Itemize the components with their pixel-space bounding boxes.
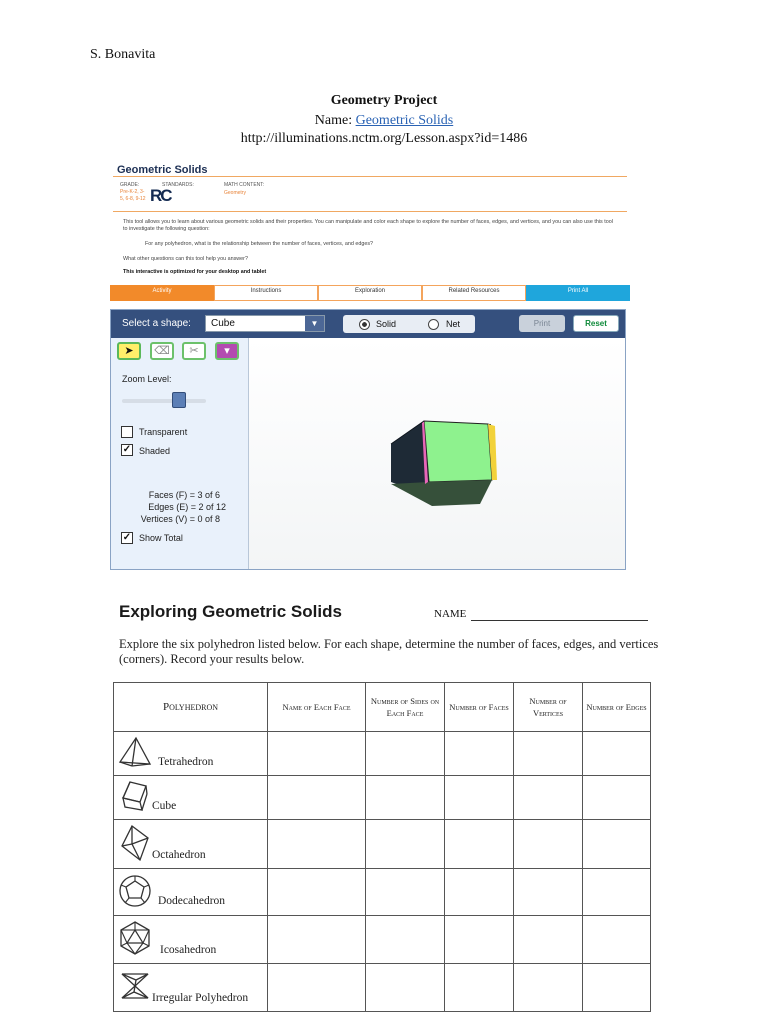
print-button[interactable]: Print [519, 315, 565, 332]
table-cell[interactable] [445, 916, 514, 964]
standards-label: STANDARDS: [162, 182, 194, 188]
transparent-label: Transparent [139, 427, 188, 437]
table-cell[interactable] [445, 964, 514, 1012]
net-radio[interactable] [428, 319, 439, 330]
transparent-checkbox[interactable] [121, 426, 133, 438]
document-title: Geometry Project [330, 93, 438, 108]
tetrahedron-label: Tetrahedron [158, 756, 214, 768]
divider [113, 176, 627, 177]
table-row [114, 964, 651, 1012]
table-cell[interactable] [366, 732, 445, 776]
eraser-icon[interactable]: ⌫ [150, 342, 174, 360]
show-total-checkbox[interactable]: ✓ [122, 532, 132, 543]
name-label: Name: [314, 113, 356, 128]
header-face-name: Name of Each Face [268, 683, 366, 732]
zoom-slider[interactable] [122, 399, 206, 403]
table-cell[interactable] [268, 820, 366, 869]
show-total-label: Show Total [139, 533, 183, 543]
chevron-down-icon[interactable]: ▼ [305, 316, 324, 331]
worksheet-title: Exploring Geometric Solids [119, 602, 342, 621]
math-content-value: Geometry [224, 190, 246, 196]
math-content-label: MATH CONTENT: [224, 182, 265, 188]
tab-activity[interactable]: Activity [110, 285, 214, 301]
table-cell[interactable] [445, 732, 514, 776]
table-header-row [114, 683, 651, 732]
table-cell[interactable] [514, 964, 583, 1012]
faces-count: Faces (F) = 3 of 6 [148, 490, 220, 500]
divider [113, 211, 627, 212]
dodecahedron-icon [118, 873, 152, 909]
lesson-tabs [110, 285, 630, 301]
header-sides-per-face: Number of Sides on Each Face [366, 683, 445, 732]
grade-values: Pre-K-2, 3-5, 6-8, 9-12 [120, 189, 146, 202]
table-cell[interactable] [445, 820, 514, 869]
app-description: This tool allows you to learn about various geometric solids and their properties. You can manipulate and color each shape to explore the number of faces, edges, and vertices, and you can also use this tool to investigate the following question: [123, 219, 613, 232]
header-vertices: Number of Vertices [514, 683, 583, 732]
table-cell[interactable] [514, 776, 583, 820]
table-cell[interactable] [366, 776, 445, 820]
tab-instructions[interactable]: Instructions [214, 285, 318, 301]
arrow-select-icon[interactable]: ➤ [117, 342, 141, 360]
table-cell[interactable] [268, 732, 366, 776]
shape-select[interactable]: Cube [205, 315, 325, 332]
reset-button[interactable]: Reset [573, 315, 619, 332]
table-cell[interactable] [268, 964, 366, 1012]
grade-label: GRADE: [120, 182, 140, 188]
table-cell[interactable] [583, 732, 651, 776]
tab-print-all[interactable]: Print All [526, 285, 630, 301]
color-picker-icon[interactable]: ▾ [215, 342, 239, 360]
table-cell[interactable] [583, 776, 651, 820]
author-name: S. Bonavita [90, 47, 156, 62]
table-cell[interactable] [514, 732, 583, 776]
app-question: For any polyhedron, what is the relationship between the number of faces, vertices, and edges? [145, 241, 374, 247]
table-cell[interactable] [366, 869, 445, 916]
project-name-line [0, 113, 768, 129]
tab-exploration[interactable]: Exploration [318, 285, 422, 301]
table-cell[interactable] [583, 916, 651, 964]
table-row [114, 916, 651, 964]
source-url: http://illuminations.nctm.org/Lesson.aspx?id=1486 [240, 131, 528, 146]
select-shape-label: Select a shape: [122, 318, 191, 329]
app-optimized-note: This interactive is optimized for your desktop and tablet [123, 269, 267, 275]
name-field-line [471, 620, 648, 621]
header-polyhedron: Polyhedron [114, 683, 268, 732]
app-title: Geometric Solids [117, 164, 208, 176]
row-label-octahedron [114, 820, 268, 869]
octahedron-icon [118, 824, 152, 862]
edges-count: Edges (E) = 2 of 12 [148, 502, 226, 512]
row-label-irregular-polyhedron [114, 964, 268, 1012]
table-cell[interactable] [268, 916, 366, 964]
app-prompt: What other questions can this tool help you answer? [123, 256, 248, 262]
table-cell[interactable] [514, 869, 583, 916]
table-cell[interactable] [583, 869, 651, 916]
table-row [114, 820, 651, 869]
table-cell[interactable] [366, 820, 445, 869]
row-label-dodecahedron [114, 869, 268, 916]
table-cell[interactable] [268, 776, 366, 820]
table-cell[interactable] [445, 869, 514, 916]
polyhedron-table [113, 682, 651, 1012]
dodecahedron-label: Dodecahedron [158, 895, 226, 907]
tetrahedron-icon [118, 736, 152, 768]
header-faces: Number of Faces [445, 683, 514, 732]
shaded-label: Shaded [139, 446, 171, 456]
vertices-count: Vertices (V) = 0 of 8 [140, 514, 220, 524]
icosahedron-icon [118, 920, 152, 956]
table-cell[interactable] [514, 820, 583, 869]
icosahedron-label: Icosahedron [160, 944, 217, 956]
zoom-slider-thumb[interactable] [172, 392, 186, 408]
solid-radio-label: Solid [376, 319, 397, 329]
shaded-checkbox[interactable]: ✓ [122, 444, 132, 455]
irregular-polyhedron-icon [118, 970, 152, 1002]
cube-3d-model[interactable] [388, 418, 500, 510]
scissors-icon[interactable]: ✂ [182, 342, 206, 360]
solid-radio[interactable] [359, 319, 370, 330]
table-cell[interactable] [583, 820, 651, 869]
tab-related-resources[interactable]: Related Resources [422, 285, 526, 301]
name-field-label: NAME [434, 608, 467, 620]
table-cell[interactable] [514, 916, 583, 964]
net-radio-label: Net [446, 319, 461, 329]
zoom-level-label: Zoom Level: [122, 374, 172, 384]
nctm-logo: RC [150, 186, 171, 205]
table-row [114, 776, 651, 820]
row-label-icosahedron [114, 916, 268, 964]
irregular-polyhedron-label: Irregular Polyhedron [152, 992, 249, 1004]
geometric-solids-link[interactable]: Geometric Solids [355, 113, 454, 128]
table-row [114, 869, 651, 916]
table-cell[interactable] [583, 964, 651, 1012]
octahedron-label: Octahedron [152, 849, 206, 861]
row-label-tetrahedron [114, 732, 268, 776]
row-label-cube [114, 776, 268, 820]
table-row [114, 732, 651, 776]
cube-icon [118, 780, 150, 812]
header-edges: Number of Edges [583, 683, 651, 732]
table-cell[interactable] [268, 869, 366, 916]
table-cell[interactable] [366, 964, 445, 1012]
table-cell[interactable] [445, 776, 514, 820]
table-cell[interactable] [366, 916, 445, 964]
worksheet-instructions: Explore the six polyhedron listed below. For each shape, determine the number of faces, edges, and vertices (corners). Record your results below. [119, 637, 659, 666]
cube-label: Cube [152, 800, 177, 812]
